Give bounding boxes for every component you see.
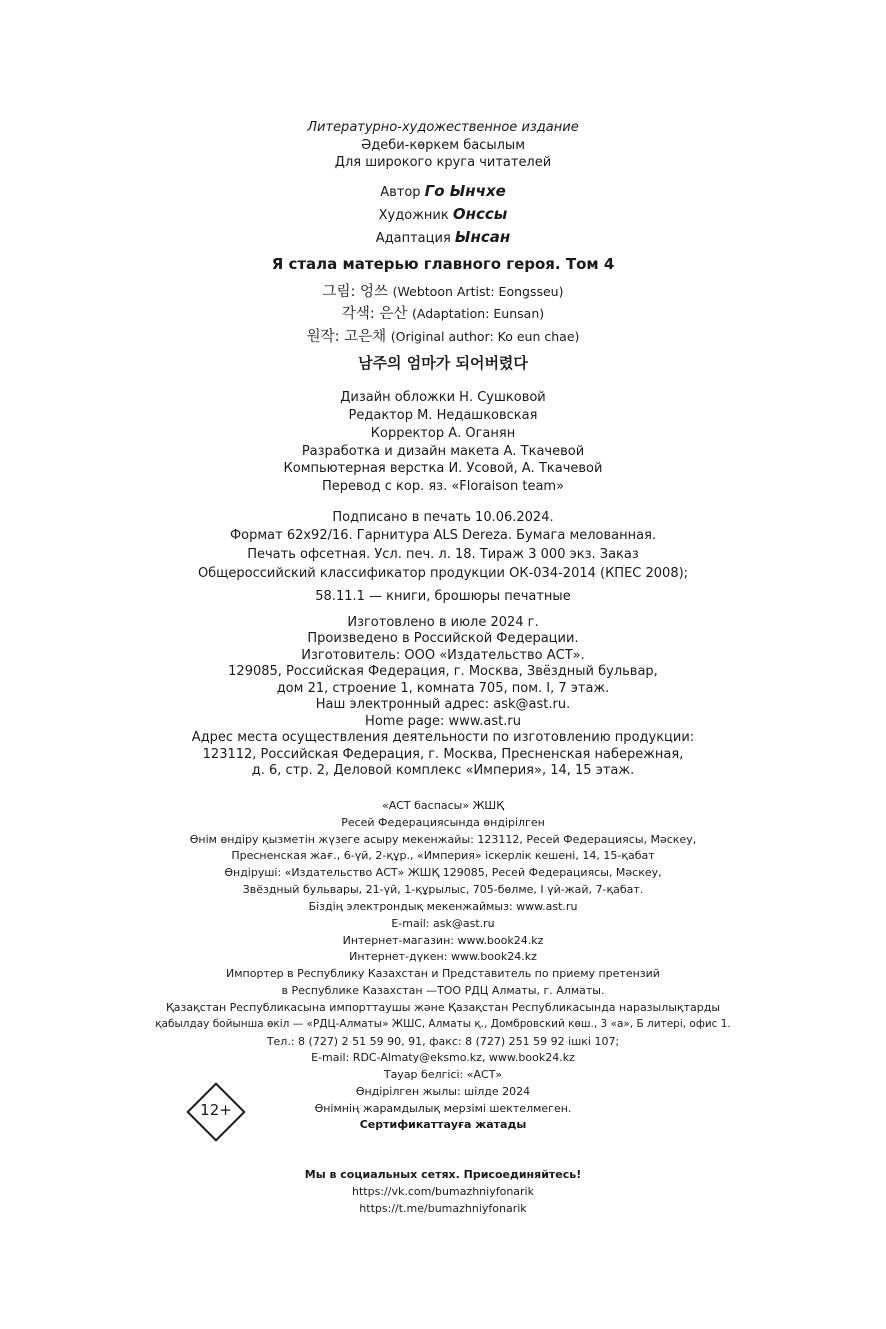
korean-credit-original (0, 330, 886, 345)
publisher-info-line: Изготовлено в июле 2024 г. (347, 615, 539, 630)
title-ru: Я стала матерью главного героя. Том 4 (271, 255, 615, 273)
kz-info-line: E-mail: RDC-Almaty@eksmo.kz, www.book24.kz (311, 1051, 575, 1064)
kz-info-line: Пресненская жағ., 6-үй, 2-құр., «Империя» іскерлік кешені, 14, 15-қабат (231, 849, 655, 862)
genre-kz: Әдеби-көркем басылым (361, 138, 525, 153)
kz-info-line: Импортер в Республику Казахстан и Представитель по приему претензий (226, 967, 660, 980)
kz-info-line: в Республике Казахстан —ТОО РДЦ Алматы, г. Алматы. (281, 984, 605, 997)
kz-info-line: Тауар белгісі: «АСТ» (383, 1068, 503, 1081)
kz-info-line: Өнімнің жарамдылық мерзімі шектелмеген. (314, 1102, 572, 1115)
artist-label: Художник (378, 208, 449, 223)
print-info-line: Печать офсетная. Усл. печ. л. 18. Тираж 3 000 экз. Заказ (247, 547, 639, 562)
publisher-info-line: Наш электронный адрес: ask@ast.ru. (315, 697, 571, 712)
adaptation-label: Адаптация (375, 231, 451, 246)
kz-info-line: Қазақстан Республикасына импорттаушы және Қазақстан Республикасында наразылықтарды (165, 1001, 721, 1014)
print-info-line: 58.11.1 — книги, брошюры печатные (315, 589, 571, 604)
author-name: Го Ынчхе (424, 182, 506, 200)
certification: Сертификаттауға жатады (359, 1118, 527, 1131)
korean-credit-artist (0, 285, 886, 300)
publisher-info-line: Home page: www.ast.ru (365, 714, 521, 729)
publisher-info-line: 129085, Российская Федерация, г. Москва, Звёздный бульвар, (228, 664, 658, 679)
artist-name: Онссы (452, 205, 508, 223)
kz-info-line: Тел.: 8 (727) 2 51 59 90, 91, факс: 8 (727) 251 59 92 ішкі 107; (266, 1035, 620, 1048)
staff-line: Корректор А. Оганян (370, 426, 516, 441)
staff-line: Компьютерная верстка И. Усовой, А. Ткачевой (283, 461, 603, 476)
kz-info-line: Интернет-магазин: www.book24.kz (342, 934, 544, 947)
print-info-line: Общероссийский классификатор продукции ОК-034-2014 (КПЕС 2008); (197, 566, 689, 581)
publisher-info-line: дом 21, строение 1, комната 705, пом. I, 7 этаж. (276, 681, 610, 696)
korean-credit-note: (Webtoon Artist: Eongsseu) (392, 284, 564, 299)
artist-credit (0, 207, 886, 222)
staff-line: Перевод с кор. яз. «Floraison team» (321, 479, 565, 494)
korean-credit-note: (Adaptation: Eunsan) (411, 306, 545, 321)
korean-credit-adaptation (0, 307, 886, 322)
kz-info-line: Ресей Федерациясында өндірілген (341, 816, 545, 829)
korean-credit-note: (Original author: Ko eun chae) (390, 329, 580, 344)
kz-info-line: Өнім өндіру қызметін жүзеге асыру мекенжайы: 123112, Ресей Федерациясы, Мәскеу, (189, 833, 697, 846)
staff-line: Редактор М. Недашковская (348, 408, 538, 423)
adaptation-credit (0, 230, 886, 245)
kz-info-line: Өндіруші: «Издательство АСТ» ЖШҚ 129085, Ресей Федерациясы, Мәскеу, (224, 866, 662, 879)
social-link-vk[interactable]: https://vk.com/bumazhniyfonarik (352, 1185, 534, 1198)
staff-line: Разработка и дизайн макета А. Ткачевой (301, 444, 585, 459)
publisher-info-line: Произведено в Российской Федерации. (307, 631, 579, 646)
kz-info-line: Өндірілген жылы: шілде 2024 (355, 1085, 531, 1098)
genre-ru: Литературно-художественное издание (307, 120, 579, 135)
author-label: Автор (380, 185, 421, 200)
korean-credit-label: 각색: 은산 (341, 306, 408, 322)
age-rating-badge (186, 1082, 246, 1142)
publisher-info-line: Изготовитель: ООО «Издательство АСТ». (301, 648, 585, 663)
print-info-line: Подписано в печать 10.06.2024. (332, 510, 554, 525)
title-ko: 남주의 엄마가 되어버렸다 (358, 354, 528, 372)
kz-info-line: қабылдау бойынша өкіл — «РДЦ-Алматы» ЖШС, Алматы қ., Домбровский көш., 3 «а», Б литері, офис 1. (155, 1018, 731, 1030)
print-info-line: Формат 62x92/16. Гарнитура ALS Dereza. Бумага мелованная. (229, 528, 657, 543)
kz-info-line: Звёздный бульвары, 21-үй, 1-құрылыс, 705-бөлме, I үй-жай, 7-қабат. (242, 883, 644, 896)
publisher-info-line: Адрес места осуществления деятельности по изготовлению продукции: (191, 730, 695, 745)
social-heading: Мы в социальных сетях. Присоединяйтесь! (304, 1168, 582, 1181)
staff-line: Дизайн обложки Н. Сушковой (340, 390, 546, 405)
korean-credit-label: 그림: 엉쓰 (322, 284, 389, 300)
korean-credit-label: 원작: 고은채 (306, 329, 387, 345)
social-link-telegram[interactable]: https://t.me/bumazhniyfonarik (359, 1202, 527, 1215)
age-rating-text: 12+ (200, 1101, 232, 1119)
audience: Для широкого круга читателей (334, 155, 552, 170)
adaptation-name: Ынсан (454, 228, 511, 246)
kz-info-line: Біздің электрондық мекенжаймыз: www.ast.ru (308, 900, 578, 913)
author-credit (0, 184, 886, 199)
kz-info-line: Интернет-дүкен: www.book24.kz (349, 950, 537, 963)
publisher-info-line: д. 6, стр. 2, Деловой комплекс «Империя», 14, 15 этаж. (251, 763, 635, 778)
kz-info-line: «АСТ баспасы» ЖШҚ (381, 799, 505, 812)
kz-info-line: E-mail: ask@ast.ru (391, 917, 495, 930)
publisher-info-line: 123112, Российская Федерация, г. Москва, Пресненская набережная, (202, 747, 684, 762)
